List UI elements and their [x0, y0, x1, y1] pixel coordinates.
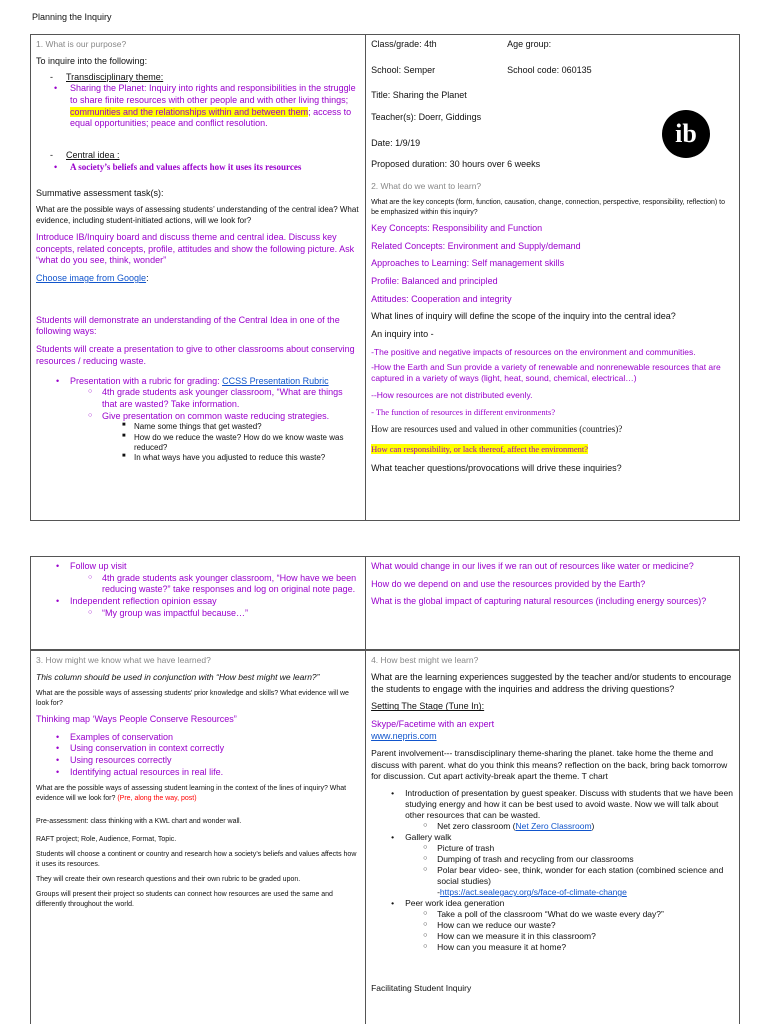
net-zero-item: ○ Net zero classroom (Net Zero Classroom) [371, 821, 734, 832]
skype-expert: Skype/Facetime with an expert [371, 719, 495, 730]
gallery-item-1: ○ Picture of trash [371, 843, 734, 854]
theme-label: - Transdisciplinary theme: [36, 72, 360, 84]
planner-table-3 [30, 650, 740, 1024]
central-idea-text: • A society’s beliefs and values affects how it uses its resources [36, 162, 360, 174]
learning-heading: 4. How best might we learn? [371, 655, 479, 665]
gallery-walk: • Gallery walk [371, 832, 734, 843]
sealegacy-link[interactable]: https://act.sealegacy.org/s/face-of-climate-change [439, 887, 627, 898]
questions-column [366, 557, 739, 649]
teacher-question: What teacher questions/provocations will drive these inquiries? [371, 462, 622, 473]
line-of-inquiry-5: How are resources used and valued in other communities (countries)? [371, 424, 623, 435]
question-2: How do we depend on and use the resources provided by the Earth? [371, 578, 646, 589]
peer-item-2: ○ How can we reduce our waste? [371, 920, 734, 931]
prior-knowledge-question: What are the possible ways of assessing students’ prior knowledge and skills? What evidence will we look for? [36, 690, 349, 707]
peer-item-4: ○ How can you measure it at home? [371, 942, 734, 953]
setting-stage: Setting The Stage (Tune In): [371, 701, 485, 712]
key-concepts: Key Concepts: Responsibility and Function [371, 223, 543, 234]
demonstrate-text: Students will demonstrate an understanding of the Central Idea in one of the following ways: [36, 314, 340, 337]
sub-question-1: ■ Name some things that get wasted? [36, 422, 360, 432]
thinking-map-item-4: • Identifying actual resources in real life. [36, 767, 360, 779]
profile: Profile: Balanced and principled [371, 276, 498, 287]
sub-question-3: ■ In what ways have you adjusted to reduce this waste? [36, 453, 360, 463]
follow-up-column [31, 557, 366, 649]
central-idea-label: - Central idea : [36, 150, 360, 162]
approaches: Approaches to Learning: Self management skills [371, 258, 565, 269]
unit-title: Title: Sharing the Planet [371, 90, 467, 101]
planner-table-1 [30, 34, 740, 521]
line-of-inquiry-2: -How the Earth and Sun provide a variety of renewable and nonrenewable resources that are captured in a variety of ways (light, heat, sound, chemical, electrical…) [371, 361, 721, 383]
theme-text: • Sharing the Planet: Inquiry into rights and responsibilities in the struggle to share finite resources with other people and with other living things; communities and the relationships within and between them; access to equal opportunities; peace and conflict resolution. [36, 83, 360, 130]
inquiry-into: An inquiry into - [371, 329, 434, 340]
question-3: What is the global impact of capturing natural resources (including energy sources)? [371, 596, 707, 607]
details-column [366, 35, 739, 520]
raft-project: RAFT project; Role, Audience, Format, Topic. [36, 835, 177, 843]
assessment-column [31, 651, 366, 1024]
learning-question: What are the possible ways of assessing student learning in the context of the lines of inquiry? What evidence will we look for? (Pre, along the way, post) [36, 785, 347, 802]
related-concepts: Related Concepts: Environment and Supply/demand [371, 240, 581, 251]
school-code: School code: 060135 [507, 64, 592, 75]
learning-column [366, 651, 739, 1024]
school-row [371, 65, 734, 77]
class-grade: Class/grade: 4th [371, 39, 437, 49]
planner-table-2 [30, 556, 740, 650]
theme-highlight: communities and the relationships within and between them [70, 106, 309, 117]
ib-logo-icon [661, 109, 711, 159]
class-age-row [371, 39, 734, 51]
follow-up-sub: ○ 4th grade students ask younger classroom, “How have we been reducing waste?” take responses and log on original note page. [36, 573, 360, 596]
age-group: Age group: [507, 39, 552, 49]
lines-question: What lines of inquiry will define the scope of the inquiry into the central idea? [371, 311, 676, 322]
inquire-intro: To inquire into the following: [36, 56, 148, 67]
continent-research: Students will choose a continent or country and research how a society’s beliefs and values affects how it uses its resources. [36, 851, 357, 868]
purpose-heading: 1. What is our purpose? [36, 39, 127, 49]
nepris-link[interactable]: www.nepris.com [371, 730, 437, 741]
rubric-item: • Presentation with a rubric for grading: CCSS Presentation Rubric [36, 376, 360, 388]
thinking-map-item-3: • Using resources correctly [36, 755, 360, 767]
assessment-heading: 3. How might we know what we have learned? [36, 655, 211, 665]
summative-question: What are the possible ways of assessing students’ understanding of the central idea? What evidence, including student-initiated actions, will we look for? [36, 205, 359, 225]
school: School: Semper [371, 64, 436, 75]
peer-item-1: ○ Take a poll of the classroom “What do we waste every day?” [371, 909, 734, 920]
ib-logo-text: ib [675, 119, 697, 148]
thinking-map: Thinking map ‘Ways People Conserve Resources” [36, 713, 237, 724]
net-zero-link[interactable]: Net Zero Classroom [515, 820, 592, 831]
teachers: Teacher(s): Doerr, Giddings [371, 112, 482, 123]
gallery-item-2: ○ Dumping of trash and recycling from our classrooms [371, 854, 734, 865]
key-concepts-question: What are the key concepts (form, function, causation, change, connection, perspective, responsibility, reflection) to be emphasized within this inquiry? [371, 199, 726, 216]
sub-question-2: ■ How do we reduce the waste? How do we know waste was reduced? [36, 433, 360, 454]
guest-speaker: • Introduction of presentation by guest speaker. Discuss with students that we have been studying energy and how it can be best used to avoid waste. Now we will talk about other resources that can be wasted. [371, 788, 734, 821]
summative-heading: Summative assessment task(s): [36, 187, 164, 198]
sub-item-2: ○ Give presentation on common waste reducing strategies. [36, 411, 360, 423]
thinking-map-item-2: • Using conservation in context correctly [36, 743, 360, 755]
attitudes: Attitudes: Cooperation and integrity [371, 293, 512, 304]
facilitating-inquiry: Facilitating Student Inquiry [371, 983, 472, 994]
choose-image-link[interactable]: Choose image from Google [36, 273, 147, 284]
introduce-text: Introduce IB/Inquiry board and discuss theme and central idea. Discuss key concepts, related concepts, profile, attitudes and show the following picture. Ask “what do you see, think, wonder” [36, 232, 355, 266]
groups-present: Groups will present their project so students can connect how resources are used the same and differently throughout the world. [36, 891, 333, 908]
line-of-inquiry-1: -The positive and negative impacts of resources on the environment and communities. [371, 346, 696, 357]
thinking-map-item-1: • Examples of conservation [36, 732, 360, 744]
purpose-column [31, 35, 366, 520]
parent-involvement: Parent involvement--- transdisciplinary theme-sharing the planet. take home the theme and discuss with parent. what do you think this means? reflection on the back, bring back tomorrow for discussion. Cut apart activity-break apart the theme. T chart [371, 748, 728, 781]
date: Date: 1/9/19 [371, 137, 421, 148]
line-of-inquiry-6: How can responsibility, or lack thereof, affect the environment? [371, 443, 588, 454]
duration: Proposed duration: 30 hours over 6 weeks [371, 159, 541, 170]
line-of-inquiry-4: - The function of resources in different environments? [371, 407, 556, 418]
experiences-question: What are the learning experiences suggested by the teacher and/or students to encourage the students to engage with the inquiries and address the driving questions? [371, 672, 732, 694]
question-1: What would change in our lives if we ran out of resources like water or medicine? [371, 561, 694, 571]
sub-item-1: ○ 4th grade students ask younger classroom, “What are things that are wasted? Take information. [36, 387, 360, 410]
rubric-link[interactable]: CCSS Presentation Rubric [222, 375, 329, 386]
follow-up-item: • Follow up visit [36, 561, 360, 573]
conjunction-note: This column should be used in conjunction with “How best might we learn?” [36, 672, 320, 683]
peer-work: • Peer work idea generation [371, 898, 734, 909]
sealegacy-row: -https://act.sealegacy.org/s/face-of-climate-change [437, 887, 627, 898]
pre-assessment: Pre-assessment: class thinking with a KWL chart and wonder wall. [36, 818, 242, 826]
line-of-inquiry-3: --How resources are not distributed evenly. [371, 390, 533, 400]
own-questions: They will create their own research questions and their own rubric to be graded upon. [36, 876, 301, 884]
reflection-sub: ○ “My group was impactful because…” [36, 608, 360, 620]
gallery-item-3: ○ Polar bear video- see, think, wonder for each station (combined science and social studies) [371, 865, 734, 887]
page-title: Planning the Inquiry [32, 12, 112, 22]
peer-item-3: ○ How can we measure it in this classroom? [371, 931, 734, 942]
reflection-item: • Independent reflection opinion essay [36, 596, 360, 608]
presentation-text: Students will create a presentation to give to other classrooms about conserving resources / reducing waste. [36, 344, 355, 366]
learn-heading: 2. What do we want to learn? [371, 181, 482, 192]
choose-image: Choose image from Google: [36, 273, 149, 284]
